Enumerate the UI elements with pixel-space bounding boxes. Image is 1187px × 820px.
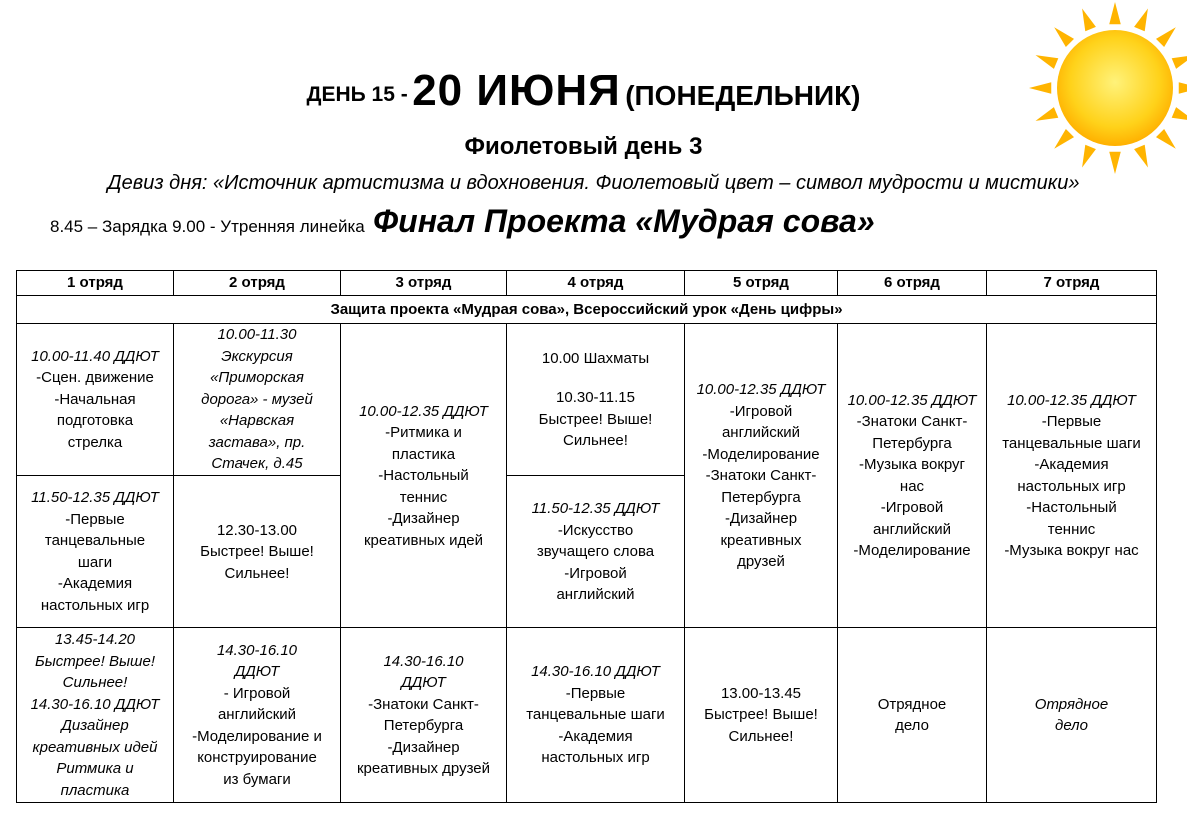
cell-line: -Первые	[1041, 413, 1102, 431]
cell-line: 10.00-12.35 ДДЮТ	[847, 391, 977, 409]
cell-line: 14.30-16.10 ДДЮТ	[30, 695, 160, 713]
sun-ray	[1134, 9, 1148, 32]
cell-line: -Игровой	[564, 564, 627, 582]
cell-line: Экскурсия	[221, 347, 293, 365]
sun-ray	[1179, 82, 1187, 94]
cell-line: креативных	[720, 531, 802, 549]
cell-line: 14.30-16.10	[216, 641, 298, 659]
cell-line: пластика	[391, 445, 456, 463]
cell-line: 13.45-14.20	[54, 631, 136, 649]
cell-line: -Игровой	[880, 499, 944, 517]
cell-line: нас	[899, 477, 925, 495]
cell-line: 10.00-12.35 ДДЮТ	[1007, 391, 1136, 409]
cell-line: английский	[217, 706, 297, 724]
cell-line: -Знатоки Санкт-	[368, 695, 479, 713]
cell-line: Быстрее! Выше!	[35, 652, 155, 670]
cell-line: танцевальные	[44, 532, 146, 550]
cell-line: Сильнее!	[62, 674, 128, 692]
cell-line: -Первые	[565, 684, 626, 702]
sun-ray	[1054, 27, 1074, 47]
cell-line: -Академия	[1034, 456, 1109, 474]
cell-line: теннис	[1047, 520, 1096, 538]
cell-line: -Искусство	[557, 521, 634, 539]
cell-c4-b1	[507, 324, 685, 476]
cell-line: английский	[872, 520, 952, 538]
weekday-label: (ПОНЕДЕЛЬНИК)	[625, 80, 861, 111]
morning-times: 8.45 – Зарядка 9.00 - Утренняя линейка	[50, 217, 365, 236]
col-header-2: 2 отряд	[174, 271, 341, 296]
cell-line: -Академия	[57, 575, 133, 593]
cell-line: 10.00-12.35 ДДЮТ	[696, 381, 826, 399]
cell-line: креативных идей	[363, 531, 484, 549]
cell-line: дело	[1055, 717, 1088, 735]
cell-line: -Первые	[65, 510, 125, 528]
cell-line: -Настольный	[1026, 499, 1117, 517]
subtitle: Фиолетовый день 3	[464, 133, 703, 160]
cell-line: настольных игр	[40, 596, 150, 614]
cell-line: -Дизайнер	[387, 738, 460, 756]
sun-ray	[1109, 2, 1121, 24]
cell-line: - Игровой	[223, 684, 291, 702]
cell-line: 11.50-12.35 ДДЮТ	[31, 489, 159, 507]
col-header-1: 1 отряд	[17, 271, 174, 296]
page-title	[0, 66, 1167, 116]
cell-line: пластика	[60, 781, 130, 799]
sun-ray	[1082, 9, 1096, 32]
header-row	[17, 271, 1157, 296]
cell-line: Быстрее! Выше!	[538, 410, 653, 428]
cell-line: 10.00-11.30	[217, 326, 297, 344]
cell-c1-b3	[17, 628, 174, 803]
cell-line: 14.30-16.10 ДДЮТ	[531, 663, 660, 681]
cell-line: 10.00 Шахматы	[541, 349, 650, 367]
cell-line: Петербурга	[721, 488, 801, 506]
cell-line: дорога» - музей	[201, 390, 313, 408]
col-header-6: 6 отряд	[838, 271, 987, 296]
cell-c2-b2	[174, 476, 341, 628]
cell-line: Сильнее!	[563, 432, 628, 450]
cell-line: 10.00-12.35 ДДЮТ	[359, 402, 488, 420]
cell-line: Стачек, д.45	[211, 455, 303, 473]
cell-line: 10.30-11.15	[556, 389, 635, 407]
cell-line: креативных идей	[32, 738, 158, 756]
cell-c6-b1	[838, 324, 987, 628]
cell-line: друзей	[737, 553, 785, 571]
cell-c6-b3	[838, 628, 987, 803]
cell-line: -Музыка вокруг нас	[1004, 542, 1139, 560]
cell-line: Отрядное	[1034, 695, 1109, 713]
schedule-table	[16, 270, 1157, 803]
final-project-heading: Финал Проекта «Мудрая сова»	[373, 203, 875, 239]
cell-line: 12.30-13.00	[216, 521, 298, 539]
cell-line: Сильнее!	[728, 727, 794, 745]
cell-line: Быстрее! Выше!	[704, 706, 818, 724]
cell-line: Петербурга	[383, 717, 464, 735]
cell-c4-b3	[507, 628, 685, 803]
cell-line: настольных игр	[1017, 477, 1126, 495]
cell-c4-b2	[507, 476, 685, 628]
cell-c7-b1	[987, 324, 1157, 628]
cell-c3-b3	[341, 628, 507, 803]
cell-c1-b1	[17, 324, 174, 476]
cell-line: английский	[721, 424, 801, 442]
cell-line: ДДЮТ	[401, 674, 446, 692]
cell-line: 11.50-12.35 ДДЮТ	[531, 500, 660, 518]
cell-line: -Игровой	[729, 402, 793, 420]
cell-line: 14.30-16.10	[383, 652, 464, 670]
day-label: ДЕНЬ 15 -	[306, 83, 408, 106]
cell-line: ДДЮТ	[234, 663, 280, 681]
sun-ray	[1156, 27, 1176, 47]
cell-line: «Приморская	[210, 369, 304, 387]
cell-line: танцевальные шаги	[1002, 434, 1141, 452]
cell-line: -Моделирование и	[192, 727, 322, 745]
date-heading: 20 ИЮНЯ	[412, 66, 621, 115]
cell-c2-b1	[174, 324, 341, 476]
cell-line: -Академия	[558, 727, 633, 745]
col-header-3: 3 отряд	[341, 271, 507, 296]
cell-line: шаги	[77, 553, 113, 571]
cell-c2-b3	[174, 628, 341, 803]
cell-line: Петербурга	[872, 434, 952, 452]
cell-line: креативных друзей	[356, 760, 491, 778]
cell-line: Сильнее!	[224, 564, 290, 582]
cell-line: звучащего слова	[536, 543, 655, 561]
cell-line: -Дизайнер	[724, 510, 798, 528]
cell-c5-b3	[685, 628, 838, 803]
cell-line: стрелка	[67, 433, 123, 451]
cell-line: «Нарвская	[219, 412, 295, 430]
cell-line: теннис	[399, 488, 448, 506]
cell-c3-b1	[341, 324, 507, 628]
cell-line: -Знатоки Санкт-	[705, 467, 817, 485]
cell-line: настольных игр	[541, 749, 650, 767]
cell-line: подготовка	[56, 412, 134, 430]
cell-line: -Моделирование	[853, 542, 971, 560]
cell-line: -Дизайнер	[387, 510, 460, 528]
cell-c7-b3	[987, 628, 1157, 803]
cell-line: Дизайнер	[61, 717, 129, 735]
col-header-7: 7 отряд	[987, 271, 1157, 296]
cell-c1-b2	[17, 476, 174, 628]
morning-schedule	[50, 203, 875, 240]
cell-line: застава», пр.	[208, 433, 306, 451]
cell-line: -Моделирование	[702, 445, 820, 463]
cell-line: Отрядное	[877, 695, 947, 713]
col-header-4: 4 отряд	[507, 271, 685, 296]
col-header-5: 5 отряд	[685, 271, 838, 296]
cell-c5-b1	[685, 324, 838, 628]
cell-line: 13.00-13.45	[720, 684, 802, 702]
cell-line: -Начальная	[54, 390, 136, 408]
cell-line: -Ритмика и	[385, 424, 462, 442]
cell-line: -Настольный	[378, 467, 469, 485]
cell-line: конструирование	[197, 749, 317, 767]
cell-line: дело	[895, 717, 929, 735]
cell-line: 10.00-11.40 ДДЮТ	[31, 347, 159, 365]
cell-line: Быстрее! Выше!	[200, 543, 314, 561]
sun-ray	[1172, 55, 1187, 69]
cell-line: -Музыка вокруг	[858, 456, 966, 474]
cell-line: английский	[556, 586, 635, 604]
cell-line: Ритмика и	[56, 760, 134, 778]
cell-line: -Знатоки Санкт-	[856, 413, 968, 431]
cell-line: из бумаги	[223, 770, 291, 788]
banner-row: Защита проекта «Мудрая сова», Всероссийский урок «День цифры»	[17, 296, 1157, 324]
sun-ray	[1172, 107, 1187, 121]
cell-line: танцевальные шаги	[526, 706, 665, 724]
motto: Девиз дня: «Источник артистизма и вдохновения. Фиолетовый цвет – символ мудрости и мистики»	[107, 172, 1080, 194]
cell-line: -Сцен. движение	[36, 369, 154, 387]
